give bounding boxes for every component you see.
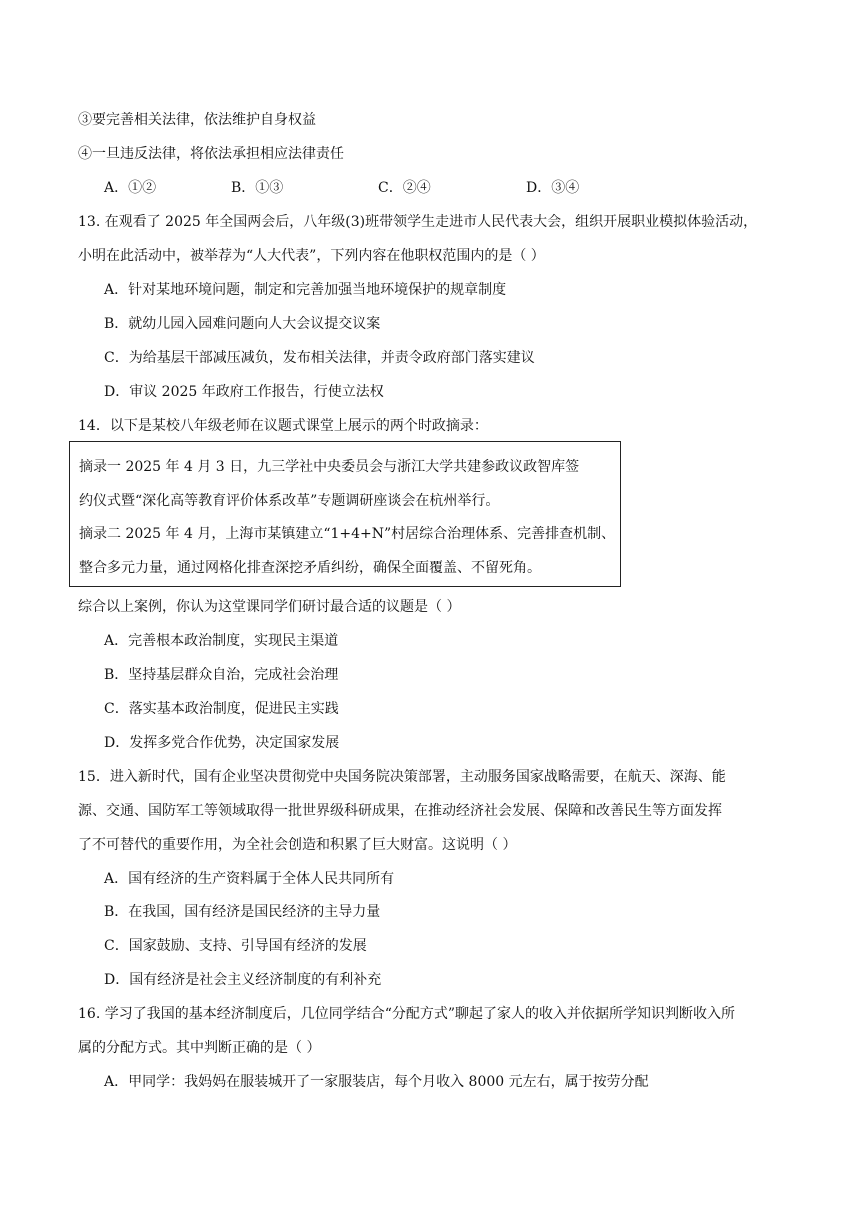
q14-option-b[interactable]: B．坚持基层群众自治，完成社会治理 [104, 667, 339, 683]
q13-option-c[interactable]: C．为给基层干部减压减负，发布相关法律，并责令政府部门落实建议 [104, 350, 535, 366]
q16-stem-line-1: 16. 学习了我国的基本经济制度后，几位同学结合“分配方式”聊起了家人的收入并依据所学知识判断收入所 [78, 1006, 736, 1022]
q14-excerpt-line-3: 摘录二 2025 年 4 月，上海市某镇建立“1+4+N”村居综合治理体系、完善排查机制、 [79, 526, 616, 542]
q15-stem-line-3: 了不可替代的重要作用，为全社会创造和积累了巨大财富。这说明（ ） [78, 837, 517, 853]
q13-option-d[interactable]: D．审议 2025 年政府工作报告，行使立法权 [104, 384, 384, 400]
q12-option-c[interactable]: C．②④ [378, 180, 431, 196]
q14-question: 综合以上案例，你认为这堂课同学们研讨最合适的议题是（ ） [78, 599, 461, 615]
q12-option-a[interactable]: A．①② [104, 180, 157, 196]
q12-options [104, 178, 744, 198]
q14-excerpt-line-1: 摘录一 2025 年 4 月 3 日，九三学社中央委员会与浙江大学共建参政议政智库签 [79, 459, 580, 475]
q15-option-a[interactable]: A．国有经济的生产资料属于全体人民共同所有 [104, 871, 395, 887]
q14-option-a[interactable]: A．完善根本政治制度，实现民主渠道 [104, 633, 339, 649]
q13-option-b[interactable]: B．就幼儿园入园难问题向人大会议提交议案 [104, 316, 381, 332]
q12-item-3: ③要完善相关法律，依法维护自身权益 [78, 112, 316, 128]
q14-excerpt-box [69, 441, 621, 587]
q15-option-c[interactable]: C．国家鼓励、支持、引导国有经济的发展 [104, 938, 367, 954]
q13-stem-line-1: 13. 在观看了 2025 年全国两会后，八年级(3)班带领学生走进市人民代表大会，组织开展职业模拟体验活动， [78, 214, 758, 230]
q12-option-b[interactable]: B．①③ [231, 180, 284, 196]
q16-stem-line-2: 属的分配方式。其中判断正确的是（ ） [78, 1040, 321, 1056]
q14-stem: 14．以下是某校八年级老师在议题式课堂上展示的两个时政摘录： [78, 418, 488, 434]
q12-item-4: ④一旦违反法律，将依法承担相应法律责任 [78, 146, 344, 162]
q15-stem-line-1: 15．进入新时代，国有企业坚决贯彻党中央国务院决策部署，主动服务国家战略需要，在航天、深海、能 [78, 769, 726, 785]
q14-excerpt-line-2: 约仪式暨“深化高等教育评价体系改革”专题调研座谈会在杭州举行。 [79, 493, 500, 509]
q16-option-a[interactable]: A．甲同学：我妈妈在服装城开了一家服装店，每个月收入 8000 元左右，属于按劳分配 [104, 1074, 649, 1090]
q15-stem-line-2: 源、交通、国防军工等领域取得一批世界级科研成果，在推动经济社会发展、保障和改善民生等方面发挥 [78, 803, 722, 819]
q15-option-d[interactable]: D．国有经济是社会主义经济制度的有利补充 [104, 972, 382, 988]
q13-option-a[interactable]: A．针对某地环境问题，制定和完善加强当地环境保护的规章制度 [104, 282, 507, 298]
q15-option-b[interactable]: B．在我国，国有经济是国民经济的主导力量 [104, 904, 381, 920]
q14-option-c[interactable]: C．落实基本政治制度，促进民主实践 [104, 701, 339, 717]
q12-option-d[interactable]: D．③④ [526, 180, 580, 196]
q13-stem-line-2: 小明在此活动中，被举荐为“人大代表”，下列内容在他职权范围内的是（ ） [78, 248, 545, 264]
q14-option-d[interactable]: D．发挥多党合作优势，决定国家发展 [104, 735, 340, 751]
q14-excerpt-line-4: 整合多元力量，通过网格化排查深挖矛盾纠纷，确保全面覆盖、不留死角。 [79, 560, 541, 576]
